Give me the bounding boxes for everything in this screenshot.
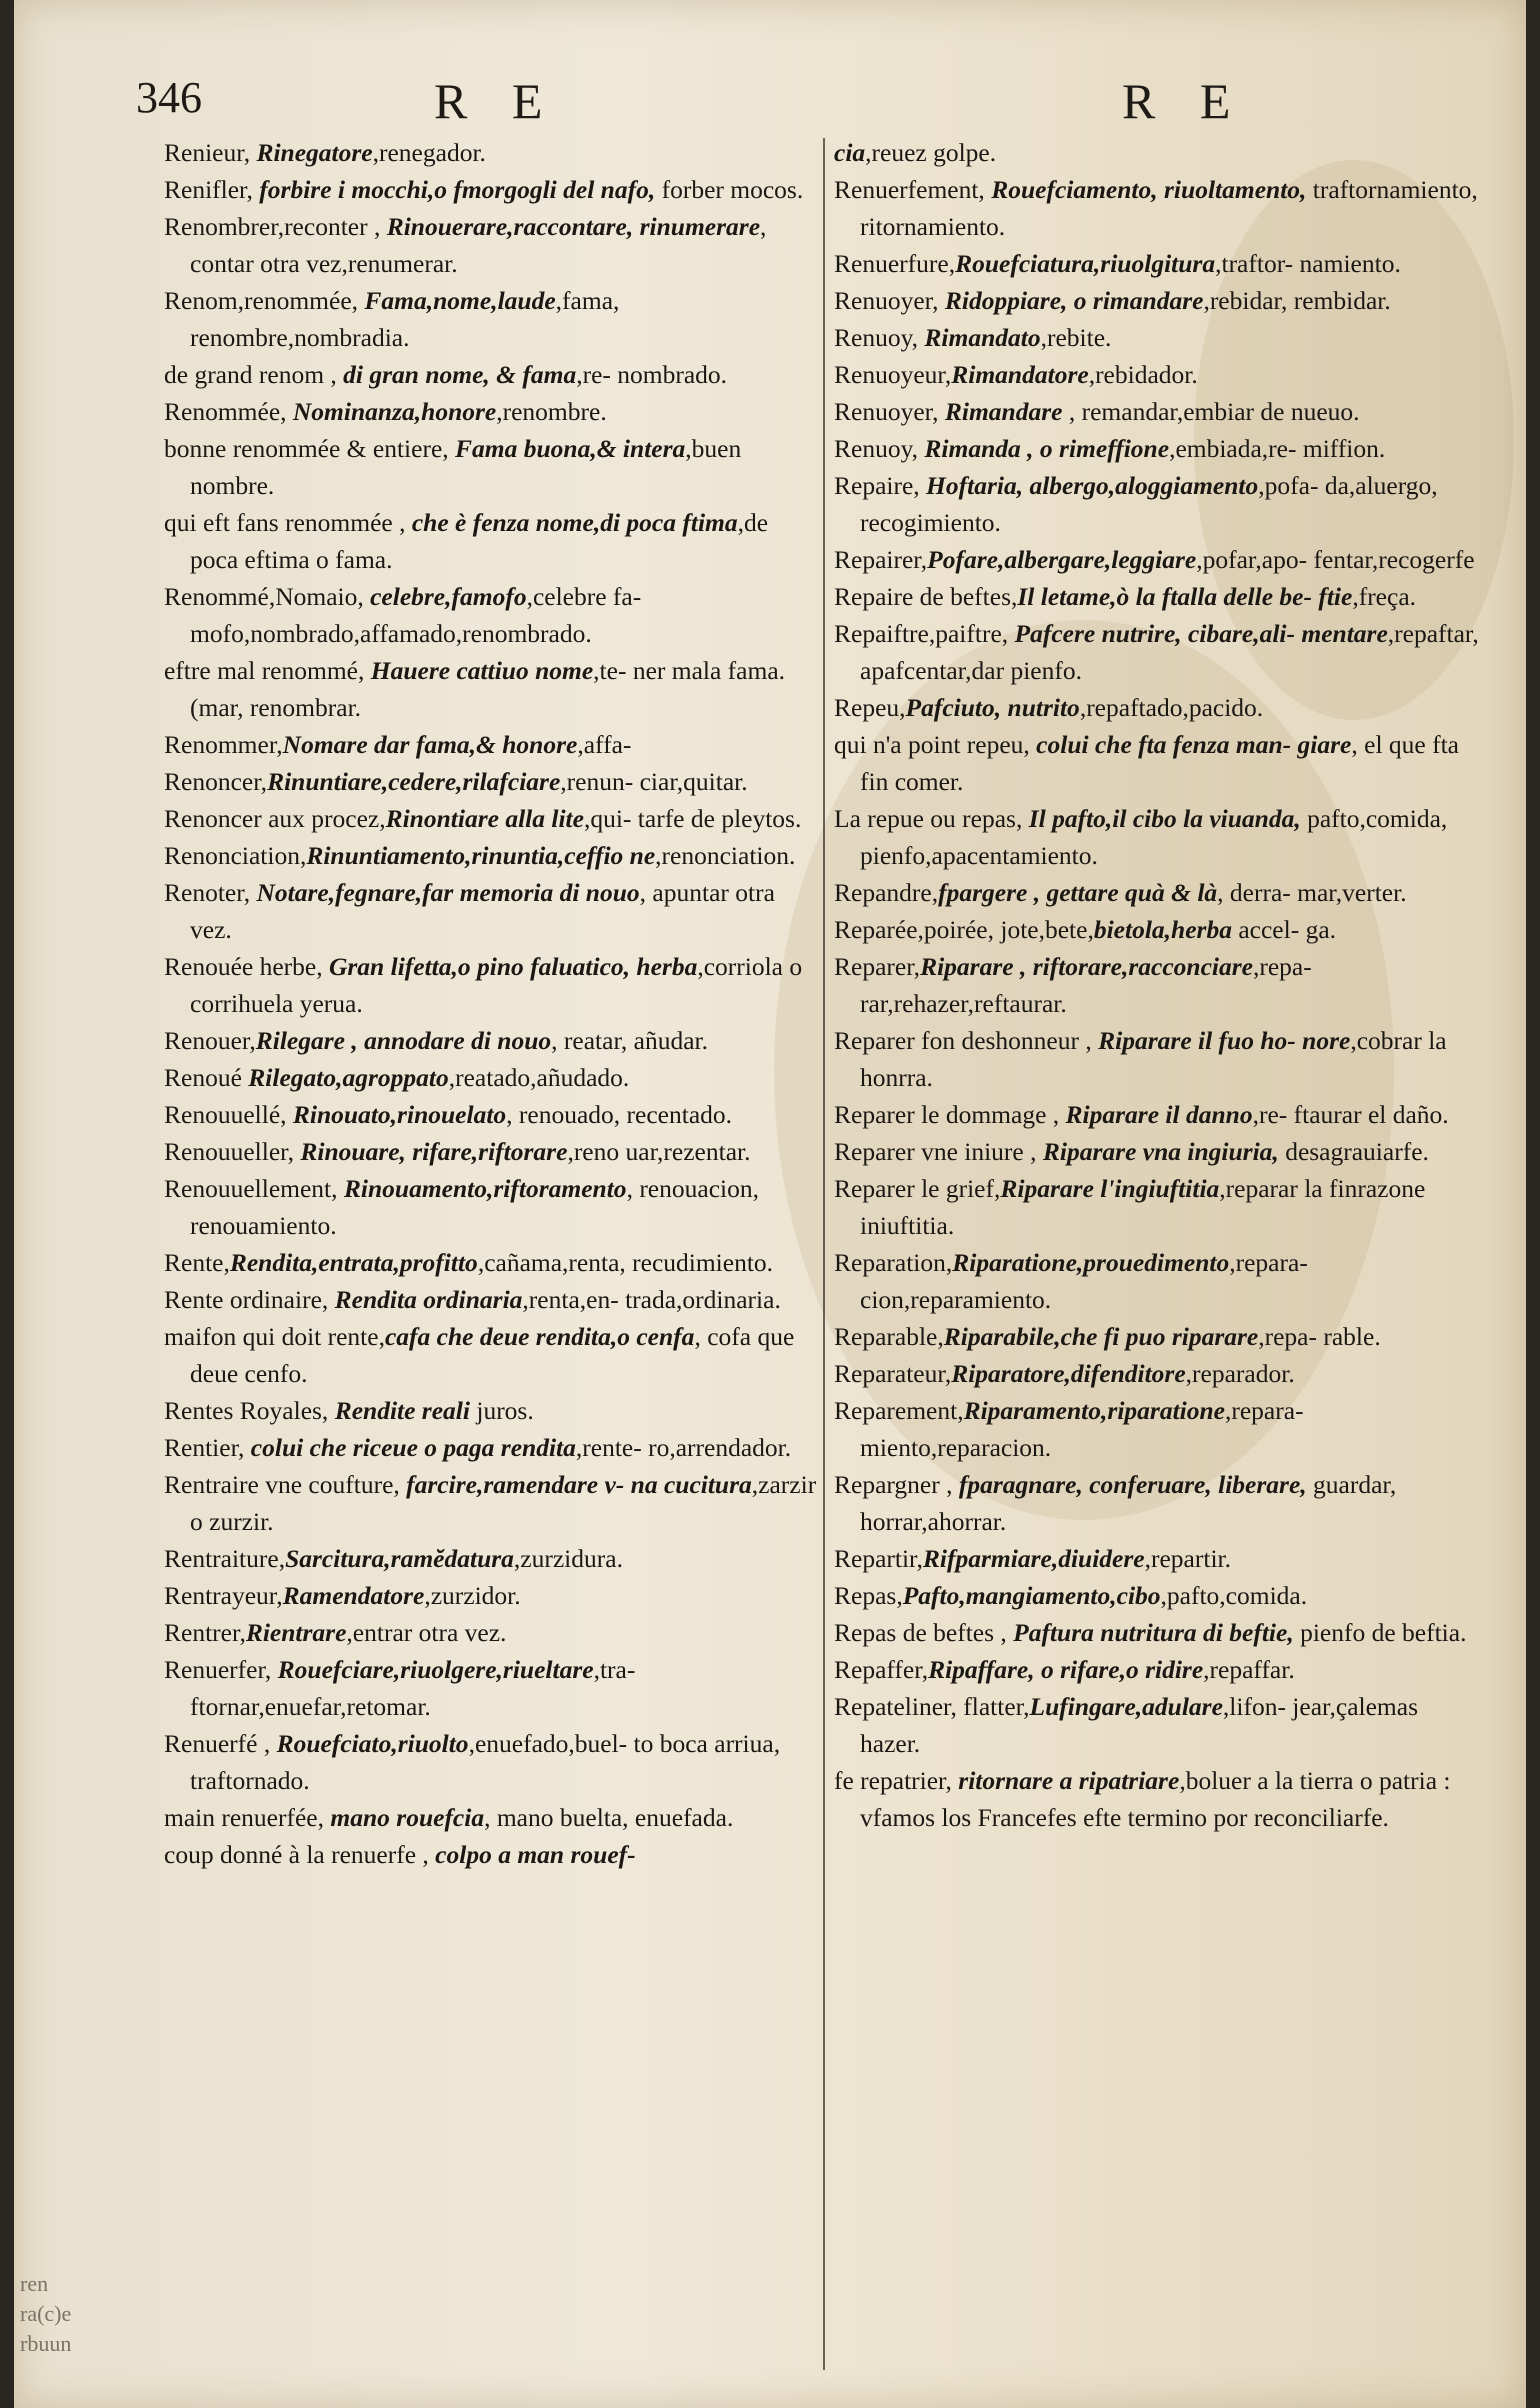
italian-gloss: Riparamento,riparatione [963,1396,1225,1425]
entry-text: ,reparador. [1185,1359,1295,1388]
dictionary-entry [164,1799,819,1836]
entry-text: ,renombre. [496,397,607,426]
italian-gloss: Sarcitura,ramĕdatura [285,1544,514,1573]
entry-text: ,pofar,apo- fentar,recogerfe [1196,545,1475,574]
italian-gloss: Rinegatore [256,138,373,167]
entry-text: ,repaffar. [1203,1655,1295,1684]
italian-gloss: Rouefciamento, riuoltamento, [991,175,1307,204]
running-header [14,72,1526,132]
entry-text: , apuntar otra vez. [190,878,775,944]
entry-text: Repandre, [834,878,939,907]
entry-text: Renifler, [164,175,260,204]
entry-text: Rentrayeur, [164,1581,283,1610]
entry-text: ,reuez golpe. [865,138,997,167]
dictionary-entry [834,948,1484,1022]
dictionary-entry [164,171,819,208]
italian-gloss: fparagnare, conferuare, liberare, [958,1470,1307,1499]
entry-text: Renuoyer, [834,286,945,315]
entry-text: Reparer, [834,952,921,981]
entry-text: Renuoy, [834,434,925,463]
dictionary-entry [834,1614,1484,1651]
entry-text: maifon qui doit rente, [164,1322,385,1351]
italian-gloss: Fama buona,& intera [455,434,686,463]
dictionary-entry [834,245,1484,282]
dictionary-entry [164,1059,819,1096]
entry-text: accel- ga. [1231,915,1337,944]
dictionary-entry [164,1022,819,1059]
entry-text: de grand renom , [164,360,344,389]
entry-text: Renouuellé, [164,1100,293,1129]
entry-text: , renouacion, renouamiento. [190,1174,759,1240]
margin-fragment: ra(c)e [20,2301,72,2326]
dictionary-entry [834,1651,1484,1688]
italian-gloss: Pofare,albergare,leggiare [927,545,1197,574]
italian-gloss: Riparare , riftorare,racconciare [920,952,1253,981]
left-header-letters: R E [434,73,559,129]
entry-text: Renouée herbe, [164,952,329,981]
entry-text: ,lifon- jear,çalemas hazer. [860,1692,1418,1758]
dictionary-entry [164,356,819,393]
entry-text: ,zurzidor. [424,1581,521,1610]
entry-text: ,pafto,comida. [1160,1581,1308,1610]
dictionary-entry [164,837,819,874]
dictionary-entry [834,1762,1484,1836]
entry-text: guardar, horrar,ahorrar. [860,1470,1397,1536]
dictionary-entry [164,1392,819,1429]
italian-gloss: Rinuntiamento,rinuntia,ceffio ne [306,841,656,870]
italian-gloss: Riparare il fuo ho- nore [1098,1026,1351,1055]
italian-gloss: Rendita ordinaria [334,1285,523,1314]
entry-text: Reparement, [834,1396,964,1425]
italian-gloss: Rendita,entrata,profitto [229,1248,478,1277]
entry-text: ,boluer a la tierra o patria : vfamos los Francefes efte termino por reconciliarfe. [860,1766,1451,1832]
entry-text: Renommé,Nomaio, [164,582,371,611]
entry-text: ,tra- ftornar,enuefar,retomar. [190,1655,636,1721]
entry-text: Renoué [164,1063,249,1092]
italian-gloss: colui che riceue o paga rendita [250,1433,576,1462]
italian-gloss: Lufingare,adulare [1029,1692,1223,1721]
italian-gloss: che è fenza nome,di poca ftima [411,508,738,537]
italian-gloss: Rouefciatura,riuolgitura [955,249,1216,278]
dictionary-entry [164,874,819,948]
dictionary-entry [834,1392,1484,1466]
italian-gloss: Fama,nome,laude [364,286,556,315]
italian-gloss: Rinouato,rinouelato [292,1100,507,1129]
entry-text: ,entrar otra vez. [346,1618,507,1647]
dictionary-entry [834,1318,1484,1355]
italian-gloss: Riparare il danno [1065,1100,1253,1129]
italian-gloss: Nomare dar fama,& honore [282,730,578,759]
entry-text: Rente ordinaire, [164,1285,335,1314]
entry-text: coup donné à la renuerfe , [164,1840,436,1869]
dictionary-entry [834,282,1484,319]
dictionary-entry [834,615,1484,689]
entry-text: ,zarzir o zurzir. [190,1470,817,1536]
italian-gloss: Rinontiare alla lite [385,804,584,833]
dictionary-entry [164,1836,819,1873]
right-column [834,134,1484,1836]
italian-gloss: farcire,ramendare v- na cucitura [406,1470,752,1499]
dictionary-entry [834,1244,1484,1318]
italian-gloss: Hauere cattiuo nome [370,656,594,685]
page-number: 346 [136,73,202,122]
entry-text: ,rebidador. [1088,360,1198,389]
dictionary-entry [834,541,1484,578]
entry-text: ,repaftar, apafcentar,dar pienfo. [860,619,1479,685]
dictionary-entry [164,1614,819,1651]
italian-gloss: Rimandato [924,323,1041,352]
italian-gloss: Riparatione,prouedimento [952,1248,1230,1277]
italian-gloss: Rinouare, rifare,riftorare [300,1137,568,1166]
entry-text: ,affa- [577,730,632,759]
entry-text: ,re- nombrado. [576,360,728,389]
entry-text: forber mocos. [655,175,804,204]
dictionary-entry [164,726,819,763]
italian-gloss: cia [834,138,866,167]
italian-gloss: Rifparmiare,diuidere [922,1544,1145,1573]
entry-text: Renuerfement, [834,175,992,204]
dictionary-entry [834,134,1484,171]
entry-text: fe repatrier, [834,1766,959,1795]
italian-gloss: mano rouefcia [330,1803,485,1832]
entry-text: La repue ou repas, [834,804,1029,833]
entry-text: Renommée, [164,397,293,426]
entry-text: ,enuefado,buel- to boca arriua, traftornado. [190,1729,781,1795]
entry-text: Renom,renommée, [164,286,365,315]
entry-text: Renonciation, [164,841,307,870]
italian-gloss: cafa che deue rendita,o cenfa [384,1322,695,1351]
entry-text: ,repaftado,pacido. [1079,693,1264,722]
entry-text: Renouuellement, [164,1174,344,1203]
dictionary-entry [834,911,1484,948]
entry-text: flatter, [963,1692,1030,1721]
dictionary-entry [834,356,1484,393]
dictionary-entry [164,1651,819,1725]
italian-gloss: Rinuntiare,cedere,rilafciare [267,767,561,796]
dictionary-entry [164,134,819,171]
entry-text: Reparer vne iniure , [834,1137,1043,1166]
entry-text: ,rente- ro,arrendador. [575,1433,792,1462]
italian-gloss: Riparare l'ingiuftitia [1000,1174,1220,1203]
italian-gloss: ritornare a ripatriare [958,1766,1180,1795]
entry-text: main renuerfée, [164,1803,331,1832]
italian-gloss: Il pafto,il cibo la viuanda, [1028,804,1301,833]
dictionary-entry [834,1577,1484,1614]
entry-text: ,fama, renombre,nombradia. [190,286,620,352]
dictionary-entry [834,1133,1484,1170]
entry-text: ,zurzidura. [513,1544,623,1573]
italian-gloss: fpargere , gettare quà & là [938,878,1218,907]
entry-text: Repateliner, [834,1692,964,1721]
dictionary-entry [834,800,1484,874]
right-header-letters: R E [1122,73,1247,129]
entry-text: jote,bete, [1000,915,1094,944]
entry-text: Reparée,poirée, [834,915,1001,944]
entry-text: Repaffer, [834,1655,929,1684]
dictionary-entry [164,1577,819,1614]
entry-text: ,cobrar la honrra. [860,1026,1447,1092]
entry-text: Reparer fon deshonneur , [834,1026,1099,1055]
entry-text: , reatar, añudar. [551,1026,709,1055]
entry-text: Reparateur, [834,1359,952,1388]
entry-text: , remandar,embiar de nueuo. [1062,397,1360,426]
dictionary-entry [834,1688,1484,1762]
dictionary-entry [834,1540,1484,1577]
entry-text: Renoter, [164,878,257,907]
entry-text: ,repara- cion,reparamiento. [860,1248,1308,1314]
italian-gloss: colui che fta fenza man- giare [1036,730,1352,759]
entry-text: Reparable, [834,1322,944,1351]
italian-gloss: Rimandare [944,397,1063,426]
italian-gloss: forbire i mocchi,o fmorgogli del nafo, [259,175,656,204]
italian-gloss: Hoftaria, albergo,aloggiamento [926,471,1259,500]
italian-gloss: Il letame,ò la ftalla delle be- ftie [1017,582,1353,611]
entry-text: Renoncer aux procez, [164,804,386,833]
entry-text: ,renegador. [372,138,486,167]
entry-text: ,corriola o corrihuela yerua. [190,952,803,1018]
entry-text: , cofa que deue cenfo. [190,1322,795,1388]
dictionary-entry [164,393,819,430]
italian-gloss: Rinouerare,raccontare, rinumerare [386,212,761,241]
dictionary-entry [164,1281,819,1318]
dictionary-entry [834,1022,1484,1096]
entry-text: Reparation, [834,1248,953,1277]
entry-text: ,reparar la finrazone iniuftitia. [860,1174,1426,1240]
dictionary-entry [834,1466,1484,1540]
dictionary-entry [834,393,1484,430]
dictionary-entry [164,763,819,800]
entry-text: Renuerfer, [164,1655,278,1684]
dictionary-entry [834,578,1484,615]
entry-text: ,repara- miento,reparacion. [860,1396,1304,1462]
entry-text: ,te- ner mala fama. (mar, renombrar. [190,656,786,722]
entry-text: pafto,comida, pienfo,apacentamiento. [860,804,1448,870]
italian-gloss: Rendite reali [334,1396,470,1425]
dictionary-entry [164,1096,819,1133]
entry-text: Renuerfure, [834,249,956,278]
italian-gloss: colpo a man rouef- [435,1840,636,1869]
italian-gloss: di gran nome, & fama [343,360,577,389]
dictionary-entry [164,1244,819,1281]
entry-text: ,rebidar, rembidar. [1203,286,1391,315]
italian-gloss: Paftura nutritura di beftie, [1013,1618,1294,1647]
italian-gloss: Notare,fegnare,far memoria di nouo [256,878,640,907]
entry-text: Repargner , [834,1470,959,1499]
entry-text: ,repartir. [1144,1544,1231,1573]
entry-text: Rentraire vne coufture, [164,1470,407,1499]
entry-text: ,pofa- da,aluergo, recogimiento. [860,471,1438,537]
italian-gloss: Riparabile,che fi puo riparare [943,1322,1259,1351]
dictionary-entry [834,689,1484,726]
dictionary-entry [164,282,819,356]
entry-text: Repeu, [834,693,906,722]
entry-text: ,rebite. [1040,323,1112,352]
entry-text: , mano buelta, enuefada. [484,1803,734,1832]
entry-text: juros. [469,1396,534,1425]
entry-text: eftre mal renommé, [164,656,371,685]
entry-text: ,repa- rar,rehazer,reftaurar. [860,952,1312,1018]
italian-gloss: Pafto,mangiamento,cibo [902,1581,1161,1610]
italian-gloss: bietola,herba [1093,915,1232,944]
dictionary-entry [164,504,819,578]
entry-text: Rentes Royales, [164,1396,335,1425]
entry-text: Repas, [834,1581,903,1610]
dictionary-entry [164,208,819,282]
italian-gloss: Ripaffare, o rifare,o ridire [928,1655,1204,1684]
entry-text: qui eft fans renommée , [164,508,412,537]
italian-gloss: Rilegare , annodare di nouo [255,1026,552,1055]
entry-text: ,traftor- namiento. [1215,249,1401,278]
entry-text: ,de poca eftima o fama. [190,508,769,574]
entry-text: ,qui- tarfe de pleytos. [583,804,802,833]
entry-text: Renuerfé , [164,1729,277,1758]
dictionary-entry [164,1318,819,1392]
entry-text: ,renta,en- trada,ordinaria. [522,1285,781,1314]
dictionary-entry [164,1429,819,1466]
entry-text: traftornamiento, ritornamiento. [860,175,1478,241]
entry-text: ,reno uar,rezentar. [567,1137,751,1166]
entry-text: Renieur, [164,138,257,167]
book-page [14,0,1526,2408]
entry-text: Reparer le dommage , [834,1100,1066,1129]
entry-text: ,re- ftaurar el daño. [1252,1100,1449,1129]
entry-text: ,repa- rable. [1258,1322,1381,1351]
dictionary-entry [164,1540,819,1577]
entry-text: Repairer, [834,545,928,574]
margin-fragment: ren [20,2271,49,2296]
entry-text: Renombrer,reconter , [164,212,387,241]
dictionary-entry [834,1096,1484,1133]
italian-gloss: Rimanda , o rimeffione [924,434,1170,463]
entry-text: Renuoyeur, [834,360,952,389]
entry-text: ,renun- ciar,quitar. [560,767,748,796]
dictionary-entry [164,578,819,652]
entry-text: Renoncer, [164,767,268,796]
entry-text: , renouado, recentado. [506,1100,733,1129]
italian-gloss: Rouefciato,riuolto [276,1729,469,1758]
entry-text: Repartir, [834,1544,923,1573]
margin-fragment: rbuun [20,2331,72,2356]
entry-text: Rentier, [164,1433,251,1462]
entry-text: pienfo de beftia. [1293,1618,1467,1647]
entry-text: , el que fta fin comer. [860,730,1459,796]
italian-gloss: Rientrare [245,1618,347,1647]
dictionary-entry [834,319,1484,356]
entry-text: Renouer, [164,1026,256,1055]
entry-text: , contar otra vez,renumerar. [190,212,767,278]
entry-text: , derra- mar,verter. [1217,878,1407,907]
italian-gloss: Rimandatore [951,360,1089,389]
dictionary-entry [834,467,1484,541]
entry-text: Reparer le grief, [834,1174,1001,1203]
dictionary-entry [164,1466,819,1540]
entry-text: ,embiada,re- miffion. [1169,434,1386,463]
dictionary-entry [164,430,819,504]
entry-text: Renuoy, [834,323,925,352]
dictionary-entry [164,652,819,726]
entry-text: Renommer, [164,730,283,759]
italian-gloss: Rinouamento,riftoramento [343,1174,627,1203]
dictionary-entry [164,1725,819,1799]
entry-text: ,freça. [1352,582,1417,611]
entry-text: Repaire, [834,471,927,500]
entry-text: Renuoyer, [834,397,945,426]
entry-text: Repaiftre,paiftre, [834,619,1015,648]
italian-gloss: Pafcere nutrire, cibare,ali- mentare [1014,619,1388,648]
dictionary-entry [834,430,1484,467]
entry-text: ,cañama,renta, recudimiento. [477,1248,774,1277]
italian-gloss: Ridoppiare, o rimandare [944,286,1204,315]
entry-text: Rente, [164,1248,230,1277]
entry-text: Repas de beftes , [834,1618,1014,1647]
entry-text: Rentraiture, [164,1544,286,1573]
dictionary-entry [834,171,1484,245]
dictionary-entry [164,800,819,837]
entry-text: qui n'a point repeu, [834,730,1037,759]
dictionary-entry [834,726,1484,800]
italian-gloss: Ramendatore [282,1581,425,1610]
italian-gloss: Rouefciare,riuolgere,riueltare [277,1655,594,1684]
dictionary-entry [164,1170,819,1244]
left-column [164,134,819,1873]
dictionary-entry [834,874,1484,911]
column-divider [823,138,825,2370]
entry-text: desagrauiarfe. [1278,1137,1429,1166]
italian-gloss: Pafciuto, nutrito [905,693,1080,722]
dictionary-entry [834,1170,1484,1244]
dictionary-entry [834,1355,1484,1392]
dictionary-entry [164,1133,819,1170]
italian-gloss: Gran lifetta,o pino faluatico, herba [328,952,698,981]
dictionary-entry [164,948,819,1022]
entry-text: Repaire de beftes, [834,582,1018,611]
italian-gloss: Rilegato,agroppato [248,1063,449,1092]
entry-text: ,buen nombre. [190,434,742,500]
italian-gloss: Riparare vna ingiuria, [1042,1137,1279,1166]
italian-gloss: Riparatore,difenditore [951,1359,1186,1388]
entry-text: ,celebre fa- mofo,nombrado,affamado,renombrado. [190,582,642,648]
italian-gloss: celebre,famofo [370,582,527,611]
entry-text: Rentrer, [164,1618,246,1647]
entry-text: ,renonciation. [655,841,796,870]
italian-gloss: Nominanza,honore [292,397,497,426]
entry-text: bonne renommée & entiere, [164,434,456,463]
entry-text: Renouueller, [164,1137,301,1166]
entry-text: ,reatado,añudado. [448,1063,630,1092]
